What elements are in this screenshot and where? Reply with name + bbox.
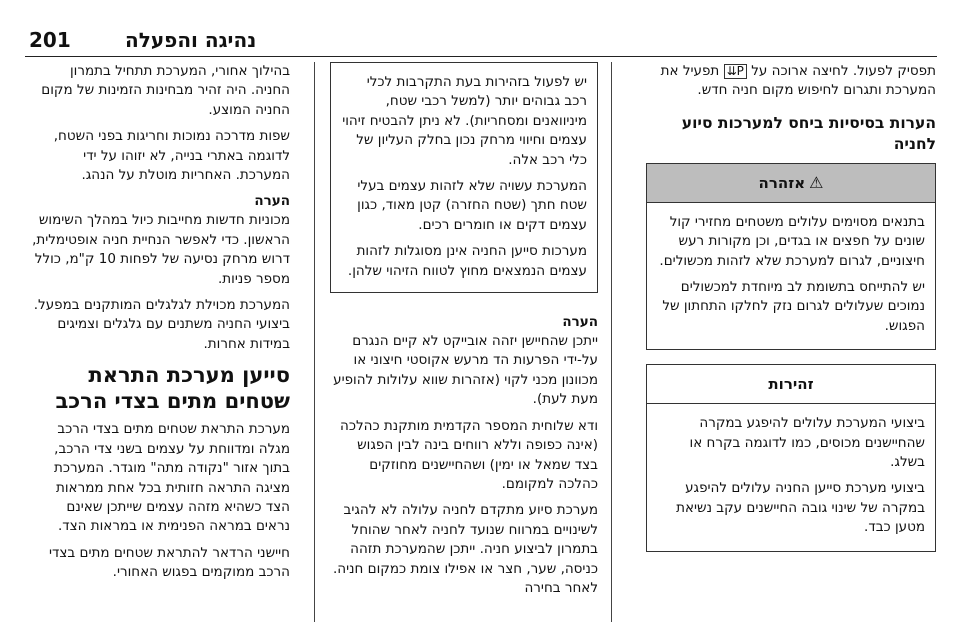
caution-header [647,365,935,404]
caution-box [646,364,936,551]
warning-paragraph: מערכות סייען החניה אינן מסוגלות לזהות עצמים הנמצאים מחוץ לטווח הזיהוי שלהן. [347,243,587,279]
warning-title: אזהרה [758,173,806,192]
warning-header [647,164,935,203]
header-divider [25,56,937,57]
section-heading: הערות בסיסיות ביחס למערכות סיוע לחניה [681,113,936,153]
warning-paragraph: המערכת עשויה שלא לזהות עצמים בעלי שטח חתך (שטח החזרה) קטן מאוד, כגון עצמים דקים או חומרים רכים. [357,178,587,233]
body-paragraph: בהילוך אחורי, המערכת תתחיל בתמרון החניה. היה זהיר מבחינות הזמינות של מקום החניה המוצע. [41,63,290,118]
body-paragraph: מערכת התראת שטחים מתים בצדי הרכב מגלה ומדווחת על עצמים בשני צדי הרכב, בתוך אזור "נקודה מתה" מוגדר. המערכת מציגה התראה חזותית בכל אחת ממראות הצד כשהיא מזהה עצמים שייתכן שאינם נראים במראה הפנימית או במראות הצד. [54,421,290,535]
body-paragraph: ודא שלוחית המספר הקדמית מותקנת כהלכה (אינה כפופה וללא רווחים בינה לבין הפגוש בצד שמאל או ימין) ושהחיישנים מחוזקים כהלכה למקומם. [340,417,598,492]
column-divider [314,62,315,622]
page-header [25,28,937,52]
caution-paragraph: ביצועי המערכת עלולים להיפגע במקרה שהחיישנים מכוסים, כמו לדוגמה בקרח או בשלג. [689,415,925,471]
parking-assist-icon: P⇊ [724,64,747,79]
warning-box [646,163,936,350]
intro-paragraph [646,62,936,101]
warning-paragraph: יש לפעול בזהירות בעת התקרבות לכלי רכב גבוהים יותר (למשל רכבי שטח, מיניוואנים ומסחריות). לא ניתן להבטיח זיהוי עצמים וחיווי מרחק נכון בחלק העליון של כלי רכב אלה. [342,74,587,168]
body-paragraph: מערכת סיוע מתקדם לחניה עלולה לא להגיב לשינויים במרווח שנועד לחניה לאחר שהוחל בתמרון לביצוע חניה. ייתכן שהמערכת תזהה כניסה, שער, חצר או אפילו צומת כמקום חניה. לאחר בחירה [333,502,598,596]
intro-text-after: תפעיל את המערכת ותגרום לחיפוש מקום חניה חדש. [660,63,936,99]
page-number: 201 [29,28,71,52]
note-label: הערה [254,193,290,210]
body-paragraph: שפות מדרכה נמוכות וחריגות בפני השטח, לדוגמה באתרי בנייה, לא יזוהו על ידי המערכת. האחריות מוטלת על הנהג. [53,128,290,184]
warning-paragraph: בתנאים מסוימים עלולים משטחים מחזירי קול שונים על חפצים או בגדים, וכן מקורות רעש חיצוניים, לגרום למערכת שלא לזהות מכשולים. [659,213,925,269]
body-paragraph: מכוניות חדשות מחייבות כיול במהלך השימוש הראשון. כדי לאפשר הנחיית חניה אופטימלית, דרוש מרחק נסיעה של לפחות 10 ק"מ, כולל מספר פניות. [32,212,290,287]
warning-triangle-icon: ⚠ [809,173,824,193]
body-paragraph: ייתכן שהחיישן יזהה אובייקט לא קיים הנגרם על-ידי הפרעות הד מרעש אקוסטי חיצוני או מכוונון מכני לקוי (אזהרות שווא עלולות להופיע מעת לעת). [333,333,598,408]
column-left [30,62,290,590]
section-heading: סייען מערכת התראת שטחים מתים בצדי הרכב [55,363,290,414]
body-paragraph: חיישני הרדאר להתראת שטחים מתים בצדי הרכב ממוקמים בפגוש האחורי. [49,544,290,581]
column-middle [330,62,598,605]
column-divider [611,62,612,622]
warning-continued-box [330,62,598,293]
section-title: נהיגה והפעלה [125,28,257,52]
body-paragraph: המערכת מכוילת לגלגלים המותקנים במפעל. ביצועי החניה משתנים עם גלגלים וצמיגים במידות אחרות. [33,297,290,352]
note-label: הערה [562,314,598,331]
column-right [646,62,936,566]
warning-paragraph: יש להתייחס בתשומת לב מיוחדת למכשולים נמוכים שעלולים לגרום נזק לחלקו התחתון של הפגוש. [662,279,925,334]
caution-paragraph: ביצועי מערכת סייען החניה עלולים להיפגע במקרה של שינוי גובה החיישנים עקב נשיאת מטען כבד. [676,480,925,536]
caution-title: זהירות [768,375,814,394]
intro-text-before: תפסיק לפעול. לחיצה ארוכה על [751,63,936,79]
